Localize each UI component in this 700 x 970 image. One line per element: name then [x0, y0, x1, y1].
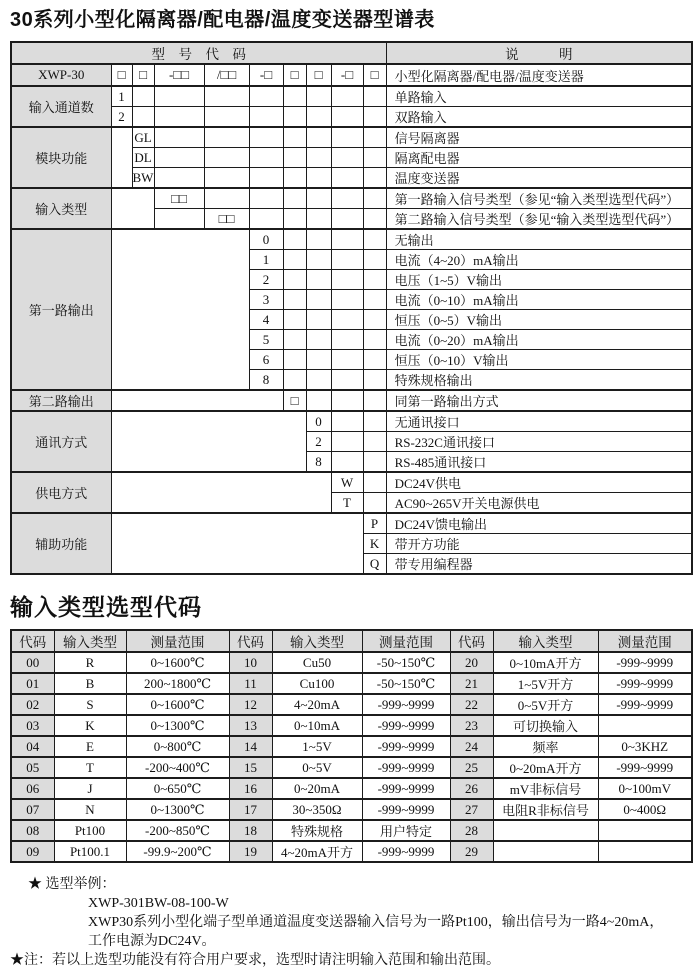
empty-code-cell [331, 370, 363, 391]
empty-code-cell [306, 330, 331, 350]
empty-code-cell [363, 148, 386, 168]
empty-code-cell [249, 209, 283, 230]
empty-code-cell [331, 452, 363, 473]
desc-cell: 电流（4~20）mA输出 [386, 250, 692, 270]
input-code-cell: 00 [11, 652, 54, 673]
input-code-cell: 24 [450, 736, 493, 757]
example-heading: ★ 选型举例： [28, 877, 116, 892]
merged-blank-cell [111, 127, 132, 188]
code-value-cell: 4 [249, 310, 283, 330]
note-remark: ★注：若以上选型功能没有符合用户要求，选型时请注明输入范围和输出范围。 [10, 953, 500, 968]
empty-code-cell [249, 168, 283, 189]
input-range-cell [598, 820, 692, 841]
desc-cell: 电流（0~20）mA输出 [386, 330, 692, 350]
empty-code-cell [331, 168, 363, 189]
empty-code-cell [306, 370, 331, 391]
input-code-cell: 12 [229, 694, 272, 715]
input-range-cell: 0~800℃ [126, 736, 229, 757]
empty-code-cell [331, 148, 363, 168]
input-type-cell: E [54, 736, 126, 757]
model-table-row [11, 472, 692, 493]
input-type-cell: N [54, 799, 126, 820]
input-code-cell: 22 [450, 694, 493, 715]
empty-code-cell [306, 148, 331, 168]
empty-code-cell [283, 229, 306, 250]
input-column-header: 代码 [450, 630, 493, 652]
input-table-row [11, 820, 692, 841]
input-code-cell: 09 [11, 841, 54, 862]
input-code-cell: 26 [450, 778, 493, 799]
desc-cell: 第二路输入信号类型（参见“输入类型选型代码”） [386, 209, 692, 230]
empty-code-cell [331, 250, 363, 270]
input-range-cell: 0~3KHZ [598, 736, 692, 757]
input-type-cell: J [54, 778, 126, 799]
input-type-cell: 频率 [493, 736, 598, 757]
empty-code-cell [283, 209, 306, 230]
model-code-placeholder-cell: -□□ [154, 64, 204, 86]
empty-code-cell [154, 86, 204, 107]
empty-code-cell [283, 250, 306, 270]
empty-code-cell [283, 127, 306, 148]
empty-code-cell [331, 310, 363, 330]
model-code-placeholder-cell: □ [363, 64, 386, 86]
desc-cell: DC24V供电 [386, 472, 692, 493]
input-code-cell: 28 [450, 820, 493, 841]
empty-code-cell [363, 188, 386, 209]
empty-code-cell [249, 148, 283, 168]
code-value-cell: DL [132, 148, 154, 168]
empty-code-cell [363, 229, 386, 250]
empty-code-cell [204, 107, 249, 128]
input-type-cell: Cu50 [272, 652, 362, 673]
input-type-cell: 4~20mA [272, 694, 362, 715]
input-column-header: 测量范围 [598, 630, 692, 652]
empty-code-cell [363, 270, 386, 290]
input-code-cell: 19 [229, 841, 272, 862]
empty-code-cell [306, 270, 331, 290]
input-code-cell: 07 [11, 799, 54, 820]
code-value-cell: 8 [249, 370, 283, 391]
input-code-cell: 25 [450, 757, 493, 778]
model-table-body [11, 42, 692, 574]
input-code-cell: 27 [450, 799, 493, 820]
example-model-code: XWP-301BW-08-100-W [88, 896, 229, 911]
code-value-cell: BW [132, 168, 154, 189]
merged-blank-cell [111, 513, 363, 574]
input-table-row [11, 757, 692, 778]
desc-cell: 恒压（0~5）V输出 [386, 310, 692, 330]
desc-cell: AC90~265V开关电源供电 [386, 493, 692, 514]
group-label-cell: 第一路输出 [11, 229, 111, 390]
empty-code-cell [363, 86, 386, 107]
input-range-cell: -50~150℃ [362, 652, 450, 673]
empty-code-cell [363, 493, 386, 514]
input-range-cell: -999~9999 [362, 778, 450, 799]
desc-cell: 温度变送器 [386, 168, 692, 189]
input-range-cell: -999~9999 [598, 673, 692, 694]
empty-code-cell [331, 350, 363, 370]
input-code-cell: 10 [229, 652, 272, 673]
empty-code-cell [249, 86, 283, 107]
empty-code-cell [331, 86, 363, 107]
input-type-cell [493, 841, 598, 862]
code-value-cell: K [363, 534, 386, 554]
empty-code-cell [154, 148, 204, 168]
code-value-cell: 1 [249, 250, 283, 270]
page-title: 30系列小型化隔离器/配电器/温度变送器型谱表 [10, 9, 435, 31]
input-table-row [11, 715, 692, 736]
merged-blank-cell [111, 390, 283, 411]
empty-code-cell [306, 290, 331, 310]
input-code-cell: 05 [11, 757, 54, 778]
empty-code-cell [331, 411, 363, 432]
code-value-cell: □□ [204, 209, 249, 230]
empty-code-cell [249, 107, 283, 128]
input-table-row [11, 673, 692, 694]
model-code-placeholder-cell: □ [283, 64, 306, 86]
input-code-cell: 01 [11, 673, 54, 694]
input-range-cell [598, 841, 692, 862]
model-code-placeholder-cell: -□ [331, 64, 363, 86]
empty-code-cell [331, 229, 363, 250]
desc-cell: 无通讯接口 [386, 411, 692, 432]
code-value-cell: W [331, 472, 363, 493]
desc-cell: 特殊规格输出 [386, 370, 692, 391]
input-type-cell: B [54, 673, 126, 694]
input-code-cell: 16 [229, 778, 272, 799]
input-range-cell: 用户特定 [362, 820, 450, 841]
input-range-cell: 200~1800℃ [126, 673, 229, 694]
desc-cell: 第一路输入信号类型（参见“输入类型选型代码”） [386, 188, 692, 209]
input-code-cell: 17 [229, 799, 272, 820]
input-column-header: 输入类型 [54, 630, 126, 652]
section-title: 输入类型选型代码 [10, 594, 202, 620]
input-type-cell: R [54, 652, 126, 673]
code-value-cell: Q [363, 554, 386, 575]
group-label-cell: 第二路输出 [11, 390, 111, 411]
input-type-cell: 0~10mA开方 [493, 652, 598, 673]
input-code-cell: 13 [229, 715, 272, 736]
empty-code-cell [283, 86, 306, 107]
empty-code-cell [363, 472, 386, 493]
input-type-cell: 0~20mA开方 [493, 757, 598, 778]
input-code-cell: 14 [229, 736, 272, 757]
empty-code-cell [331, 270, 363, 290]
empty-code-cell [363, 452, 386, 473]
input-type-cell: K [54, 715, 126, 736]
code-value-cell: 2 [111, 107, 132, 128]
empty-code-cell [331, 188, 363, 209]
code-value-cell: 0 [306, 411, 331, 432]
empty-code-cell [154, 107, 204, 128]
empty-code-cell [363, 310, 386, 330]
empty-code-cell [306, 350, 331, 370]
empty-code-cell [249, 127, 283, 148]
input-table-row [11, 694, 692, 715]
desc-cell: 带专用编程器 [386, 554, 692, 575]
desc-cell: RS-232C通讯接口 [386, 432, 692, 452]
code-value-cell: 6 [249, 350, 283, 370]
input-type-cell: Pt100.1 [54, 841, 126, 862]
input-range-cell: 0~1300℃ [126, 715, 229, 736]
input-range-cell: -999~9999 [362, 841, 450, 862]
input-type-cell: 4~20mA开方 [272, 841, 362, 862]
input-column-header: 输入类型 [272, 630, 362, 652]
model-desc-cell: 小型化隔离器/配电器/温度变送器 [386, 64, 692, 86]
example-description-line1: XWP30系列小型化端子型单通道温度变送器输入信号为一路Pt100，输出信号为一路4~20mA， [88, 915, 664, 930]
input-range-cell: -999~9999 [598, 652, 692, 673]
empty-code-cell [306, 86, 331, 107]
input-column-header: 代码 [229, 630, 272, 652]
empty-code-cell [363, 290, 386, 310]
empty-code-cell [283, 188, 306, 209]
input-type-cell: 可切换输入 [493, 715, 598, 736]
model-code-placeholder-cell: □ [132, 64, 154, 86]
input-column-header: 测量范围 [362, 630, 450, 652]
example-description-line2: 工作电源为DC24V。 [88, 934, 216, 949]
input-type-cell: 0~5V开方 [493, 694, 598, 715]
empty-code-cell [363, 250, 386, 270]
input-range-cell: -999~9999 [362, 799, 450, 820]
empty-code-cell [249, 188, 283, 209]
empty-code-cell [204, 188, 249, 209]
empty-code-cell [363, 411, 386, 432]
input-table-row [11, 841, 692, 862]
model-code-placeholder-cell: -□ [249, 64, 283, 86]
group-label-cell: 输入通道数 [11, 86, 111, 127]
input-type-cell: 1~5V开方 [493, 673, 598, 694]
input-range-cell: -999~9999 [362, 694, 450, 715]
desc-cell: RS-485通讯接口 [386, 452, 692, 473]
empty-code-cell [331, 290, 363, 310]
input-type-code-table [10, 629, 693, 863]
input-type-cell: 特殊规格 [272, 820, 362, 841]
empty-code-cell [306, 188, 331, 209]
empty-code-cell [204, 168, 249, 189]
empty-code-cell [283, 290, 306, 310]
input-range-cell: 0~1600℃ [126, 652, 229, 673]
empty-code-cell [363, 168, 386, 189]
empty-code-cell [154, 209, 204, 230]
empty-code-cell [283, 270, 306, 290]
model-table-row [11, 513, 692, 534]
input-code-cell: 08 [11, 820, 54, 841]
input-range-cell: -999~9999 [362, 736, 450, 757]
desc-cell: 信号隔离器 [386, 127, 692, 148]
code-value-cell: GL [132, 127, 154, 148]
desc-cell: 电压（1~5）V输出 [386, 270, 692, 290]
model-code-placeholder-cell: □ [306, 64, 331, 86]
code-value-cell: 0 [249, 229, 283, 250]
merged-blank-cell [111, 411, 306, 472]
desc-cell: 同第一路输出方式 [386, 390, 692, 411]
code-value-cell: 3 [249, 290, 283, 310]
input-range-cell: -999~9999 [362, 757, 450, 778]
code-value-cell: P [363, 513, 386, 534]
input-range-cell: 0~650℃ [126, 778, 229, 799]
model-table-row [11, 411, 692, 432]
input-table-body [11, 630, 692, 862]
input-range-cell: -999~9999 [598, 757, 692, 778]
code-value-cell: 8 [306, 452, 331, 473]
empty-code-cell [283, 148, 306, 168]
input-type-cell [493, 820, 598, 841]
input-type-cell: mV非标信号 [493, 778, 598, 799]
input-table-row [11, 799, 692, 820]
code-value-cell: T [331, 493, 363, 514]
group-label-cell: 模块功能 [11, 127, 111, 188]
empty-code-cell [306, 310, 331, 330]
input-code-cell: 11 [229, 673, 272, 694]
empty-code-cell [331, 127, 363, 148]
input-table-row [11, 736, 692, 757]
input-type-cell: 30~350Ω [272, 799, 362, 820]
input-range-cell: 0~100mV [598, 778, 692, 799]
input-column-header: 测量范围 [126, 630, 229, 652]
input-type-cell: Pt100 [54, 820, 126, 841]
empty-code-cell [331, 107, 363, 128]
empty-code-cell [283, 350, 306, 370]
empty-code-cell [331, 390, 363, 411]
desc-cell: 带开方功能 [386, 534, 692, 554]
desc-cell: 隔离配电器 [386, 148, 692, 168]
input-type-cell: T [54, 757, 126, 778]
desc-cell: 单路输入 [386, 86, 692, 107]
input-type-cell: 0~5V [272, 757, 362, 778]
empty-code-cell [306, 127, 331, 148]
empty-code-cell [283, 310, 306, 330]
empty-code-cell [204, 148, 249, 168]
empty-code-cell [283, 370, 306, 391]
input-range-cell: 0~1300℃ [126, 799, 229, 820]
empty-code-cell [331, 432, 363, 452]
input-code-cell: 18 [229, 820, 272, 841]
empty-code-cell [363, 127, 386, 148]
model-name-cell: XWP-30 [11, 64, 111, 86]
empty-code-cell [363, 432, 386, 452]
input-type-cell: Cu100 [272, 673, 362, 694]
empty-code-cell [283, 168, 306, 189]
empty-code-cell [331, 330, 363, 350]
model-table-row [11, 188, 692, 209]
empty-code-cell [363, 390, 386, 411]
input-range-cell [598, 715, 692, 736]
empty-code-cell [306, 107, 331, 128]
empty-code-cell [331, 209, 363, 230]
model-code-header: 型 号 代 码 [11, 42, 386, 64]
code-value-cell: 2 [249, 270, 283, 290]
merged-blank-cell [111, 188, 154, 229]
model-table-row [11, 390, 692, 411]
empty-code-cell [306, 229, 331, 250]
empty-code-cell [363, 330, 386, 350]
group-label-cell: 辅助功能 [11, 513, 111, 574]
desc-cell: 恒压（0~10）V输出 [386, 350, 692, 370]
desc-cell: 无输出 [386, 229, 692, 250]
input-range-cell: -99.9~200℃ [126, 841, 229, 862]
input-code-cell: 04 [11, 736, 54, 757]
group-label-cell: 通讯方式 [11, 411, 111, 472]
empty-code-cell [306, 168, 331, 189]
model-table-row [11, 127, 692, 148]
code-value-cell: 1 [111, 86, 132, 107]
input-code-cell: 23 [450, 715, 493, 736]
desc-cell: 双路输入 [386, 107, 692, 128]
empty-code-cell [363, 350, 386, 370]
group-label-cell: 供电方式 [11, 472, 111, 513]
empty-code-cell [154, 127, 204, 148]
input-type-cell: 电阻R非标信号 [493, 799, 598, 820]
input-range-cell: 0~1600℃ [126, 694, 229, 715]
input-column-header: 输入类型 [493, 630, 598, 652]
input-code-cell: 02 [11, 694, 54, 715]
input-range-cell: -200~850℃ [126, 820, 229, 841]
desc-cell: 电流（0~10）mA输出 [386, 290, 692, 310]
input-table-row [11, 652, 692, 673]
model-table-row [11, 107, 692, 128]
empty-code-cell [363, 209, 386, 230]
input-table-row [11, 778, 692, 799]
code-value-cell: □ [283, 390, 306, 411]
input-range-cell: -50~150℃ [362, 673, 450, 694]
empty-code-cell [204, 127, 249, 148]
code-value-cell: 5 [249, 330, 283, 350]
input-type-cell: 0~20mA [272, 778, 362, 799]
input-type-cell: 0~10mA [272, 715, 362, 736]
footnotes [10, 875, 700, 970]
empty-code-cell [363, 107, 386, 128]
empty-code-cell [132, 86, 154, 107]
empty-code-cell [283, 107, 306, 128]
desc-cell: DC24V馈电输出 [386, 513, 692, 534]
merged-blank-cell [111, 472, 331, 513]
empty-code-cell [132, 107, 154, 128]
input-code-cell: 29 [450, 841, 493, 862]
empty-code-cell [154, 168, 204, 189]
empty-code-cell [363, 370, 386, 391]
input-code-cell: 20 [450, 652, 493, 673]
empty-code-cell [306, 209, 331, 230]
model-desc-header: 说 明 [386, 42, 692, 64]
model-table-row [11, 86, 692, 107]
empty-code-cell [283, 330, 306, 350]
input-code-cell: 15 [229, 757, 272, 778]
input-code-cell: 21 [450, 673, 493, 694]
model-code-placeholder-cell: /□□ [204, 64, 249, 86]
model-selection-table [10, 41, 693, 575]
input-range-cell: -200~400℃ [126, 757, 229, 778]
model-table-row [11, 229, 692, 250]
input-type-cell: 1~5V [272, 736, 362, 757]
input-range-cell: 0~400Ω [598, 799, 692, 820]
input-range-cell: -999~9999 [598, 694, 692, 715]
empty-code-cell [306, 250, 331, 270]
input-range-cell: -999~9999 [362, 715, 450, 736]
input-column-header: 代码 [11, 630, 54, 652]
merged-blank-cell [111, 229, 249, 390]
empty-code-cell [306, 390, 331, 411]
input-type-cell: S [54, 694, 126, 715]
group-label-cell: 输入类型 [11, 188, 111, 229]
input-code-cell: 03 [11, 715, 54, 736]
code-value-cell: 2 [306, 432, 331, 452]
code-value-cell: □□ [154, 188, 204, 209]
model-code-placeholder-cell: □ [111, 64, 132, 86]
input-code-cell: 06 [11, 778, 54, 799]
empty-code-cell [204, 86, 249, 107]
